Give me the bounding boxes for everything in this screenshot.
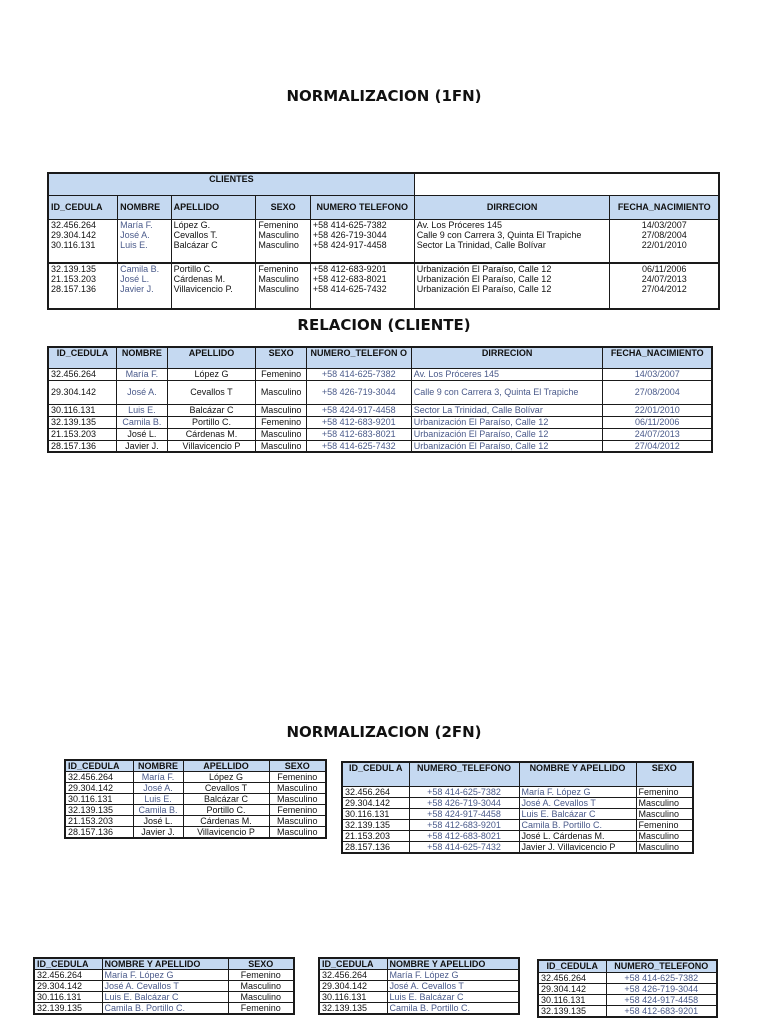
cell-group <box>310 263 414 309</box>
cell-group <box>414 263 610 309</box>
table-clientes-1fn <box>47 172 720 310</box>
cell: Luis E. Balcázar C <box>102 992 228 1003</box>
col-header: ID_CEDULA <box>65 760 133 772</box>
cell: +58 424-917-4458 <box>312 239 387 250</box>
cell-group <box>171 219 256 263</box>
table-row <box>34 992 294 1003</box>
cell: Cárdenas M. <box>167 428 256 440</box>
table-row <box>538 972 717 983</box>
col-header: NUMERO_TELEFONO <box>606 960 717 972</box>
cell: Javier J. <box>120 284 154 294</box>
cell: Sector La Trinidad, Calle Bolívar <box>416 239 546 250</box>
cell: Luis E. <box>120 239 148 250</box>
cell: 32.456.264 <box>48 368 117 380</box>
cell: 30.116.131 <box>48 404 117 416</box>
cell: Femenino <box>269 772 326 783</box>
cell: Masculino <box>256 428 306 440</box>
cell: +58 414-625-7432 <box>306 440 411 452</box>
cell: 30.116.131 <box>319 992 387 1003</box>
cell: Villavicencio P <box>183 827 269 839</box>
table-row <box>48 380 712 404</box>
table-header-row <box>342 762 693 786</box>
cell: Masculino <box>228 981 294 992</box>
cell: José A. <box>133 783 183 794</box>
col-header: NOMBRE Y APELLIDO <box>102 958 228 970</box>
cell: Urbanización El Paraíso, Calle 12 <box>411 428 603 440</box>
cell: 32.139.135 <box>342 819 409 830</box>
cell: 30.116.131 <box>51 239 96 250</box>
cell: 29.304.142 <box>51 229 97 240</box>
cell: +58 412-683-8021 <box>312 274 387 284</box>
cell: Masculino <box>258 284 299 294</box>
cell: 28.157.136 <box>48 440 117 452</box>
table-2fn-persona <box>64 759 327 839</box>
cell: Femenino <box>228 1003 294 1015</box>
cell: 28.157.136 <box>65 827 133 839</box>
cell: Masculino <box>269 783 326 794</box>
cell: Femenino <box>258 264 299 274</box>
cell: 32.139.135 <box>538 1005 606 1017</box>
cell: 32.139.135 <box>65 805 133 816</box>
cell: Camila B. <box>133 805 183 816</box>
cell: López G. <box>173 219 211 230</box>
cell: Femenino <box>258 219 299 230</box>
cell: López G <box>183 772 269 783</box>
heading-2fn: NORMALIZACION (2FN) <box>286 723 482 741</box>
cell: 21.153.203 <box>342 830 409 841</box>
table-header-row <box>48 347 712 368</box>
table-row <box>319 992 519 1003</box>
cell: Femenino <box>636 786 693 797</box>
cell: María F. <box>133 772 183 783</box>
cell: +58 414-625-7432 <box>409 841 519 853</box>
cell: Luis E. Balcázar C <box>387 992 519 1003</box>
col-header: APELLIDO <box>183 760 269 772</box>
cell: 24/07/2013 <box>603 428 712 440</box>
cell: +58 414-625-7382 <box>306 368 411 380</box>
cell: +58 414-625-7382 <box>409 786 519 797</box>
col-header: SEXO <box>256 347 306 368</box>
cell-group <box>256 219 310 263</box>
cell: Luis E. <box>133 794 183 805</box>
cell: +58 412-683-9201 <box>312 264 387 274</box>
table-row <box>48 368 712 380</box>
cell-group <box>48 263 118 309</box>
cell: 06/11/2006 <box>603 416 712 428</box>
table-row <box>342 797 693 808</box>
cell: Urbanización El Paraíso, Calle 12 <box>411 416 603 428</box>
cell: Masculino <box>269 794 326 805</box>
table-row <box>342 786 693 797</box>
col-header: APELLIDO <box>171 195 256 219</box>
table-header-row <box>538 960 717 972</box>
table-row <box>319 970 519 981</box>
cell: María F. López G <box>102 970 228 981</box>
cell: Cevallos T <box>183 783 269 794</box>
cell: José A. Cevallos T <box>387 981 519 992</box>
col-header: ID_CEDULA <box>538 960 606 972</box>
cell: 27/04/2012 <box>641 284 687 294</box>
table-row <box>319 1003 519 1015</box>
cell: 32.139.135 <box>34 1003 102 1015</box>
table-row <box>342 819 693 830</box>
cell: Camila B. <box>117 416 167 428</box>
cell: 14/03/2007 <box>603 368 712 380</box>
cell: Sector La Trinidad, Calle Bolívar <box>411 404 603 416</box>
table-row <box>65 794 326 805</box>
cell-group <box>610 219 719 263</box>
cell: +58 412-683-8021 <box>306 428 411 440</box>
col-header: FECHA_NACIMIENTO <box>603 347 712 368</box>
cell: 22/01/2010 <box>641 239 687 250</box>
col-header: SEXO <box>269 760 326 772</box>
cell: Javier J. <box>117 440 167 452</box>
clientes-group-title: CLIENTES <box>48 173 414 195</box>
table-nombre-apellido <box>318 957 520 1015</box>
table-row <box>65 772 326 783</box>
table-row <box>34 970 294 981</box>
cell: José L. <box>133 816 183 827</box>
cell-group <box>118 263 171 309</box>
table-header-row <box>48 195 719 219</box>
cell: 29.304.142 <box>65 783 133 794</box>
cell: 24/07/2013 <box>641 274 687 284</box>
cell: Masculino <box>636 797 693 808</box>
table-header-row <box>34 958 294 970</box>
table-relacion-cliente <box>47 346 713 453</box>
cell: Cevallos T. <box>173 229 218 240</box>
col-header: SEXO <box>228 958 294 970</box>
cell: +58 426-719-3044 <box>409 797 519 808</box>
cell: María F. <box>117 368 167 380</box>
cell: Luis E. <box>117 404 167 416</box>
cell: 32.139.135 <box>51 264 97 274</box>
cell-group <box>310 219 414 263</box>
col-header: DIRRECION <box>411 347 603 368</box>
cell: 27/08/2004 <box>641 229 687 240</box>
table-row <box>65 783 326 794</box>
cell: 28.157.136 <box>51 284 97 294</box>
cell: María F. López G <box>519 786 636 797</box>
cell: Portillo C. <box>173 264 213 274</box>
cell-group <box>171 263 256 309</box>
cell: Balcázar C <box>183 794 269 805</box>
cell: 32.456.264 <box>34 970 102 981</box>
cell: Luis E. Balcázar C <box>519 808 636 819</box>
cell: +58 426-719-3044 <box>306 380 411 404</box>
table-row <box>538 983 717 994</box>
cell: José A. <box>120 229 150 240</box>
cell: Urbanización El Paraíso, Calle 12 <box>416 264 552 274</box>
cell: Calle 9 con Carrera 3, Quinta El Trapiche <box>416 229 582 240</box>
cell: José L. <box>120 274 150 284</box>
cell: +58 424-917-4458 <box>409 808 519 819</box>
cell: Camila B. Portillo C. <box>102 1003 228 1015</box>
col-header: DIRRECION <box>414 195 610 219</box>
table-2fn-telefono <box>341 761 694 854</box>
cell: 32.456.264 <box>65 772 133 783</box>
cell: +58 414-625-7432 <box>312 284 387 294</box>
cell: +58 412-683-9201 <box>606 1005 717 1017</box>
cell: Urbanización El Paraíso, Calle 12 <box>416 274 552 284</box>
cell-group <box>610 263 719 309</box>
table-row <box>48 404 712 416</box>
cell: Javier J. Villavicencio P <box>519 841 636 853</box>
cell: Masculino <box>258 229 299 240</box>
cell-group <box>414 219 610 263</box>
cell: 29.304.142 <box>34 981 102 992</box>
cell: 27/04/2012 <box>603 440 712 452</box>
cell: 27/08/2004 <box>603 380 712 404</box>
cell: Balcázar C <box>173 239 218 250</box>
cell: José A. <box>117 380 167 404</box>
cell: +58 414-625-7382 <box>312 219 387 230</box>
cell: +58 414-625-7382 <box>606 972 717 983</box>
table-row <box>65 805 326 816</box>
cell: Masculino <box>256 380 306 404</box>
col-header: NOMBRE <box>133 760 183 772</box>
cell: Femenino <box>228 970 294 981</box>
table-row <box>48 428 712 440</box>
cell: +58 424-917-4458 <box>306 404 411 416</box>
cell: Villavicencio P <box>167 440 256 452</box>
cell-group <box>256 263 310 309</box>
cell: José A. Cevallos T <box>102 981 228 992</box>
table-row <box>538 994 717 1005</box>
col-header: SEXO <box>256 195 310 219</box>
cell-group <box>48 219 118 263</box>
cell: Femenino <box>269 805 326 816</box>
col-header: ID_CEDULA <box>34 958 102 970</box>
cell: Camila B. <box>120 264 160 274</box>
cell: 06/11/2006 <box>642 264 687 274</box>
cell: 29.304.142 <box>48 380 117 404</box>
cell: Javier J. <box>133 827 183 839</box>
cell: Camila B. Portillo C. <box>519 819 636 830</box>
cell: María F. <box>120 219 153 230</box>
col-header: NOMBRE <box>118 195 171 219</box>
cell: 22/01/2010 <box>603 404 712 416</box>
col-header: SEXO <box>636 762 693 786</box>
table-row <box>538 1005 717 1017</box>
cell: José L. Cárdenas M. <box>519 830 636 841</box>
cell: Masculino <box>269 827 326 839</box>
cell: 28.157.136 <box>342 841 409 853</box>
table-row <box>48 416 712 428</box>
cell: López G <box>167 368 256 380</box>
col-header: NUMERO_TELEFON O <box>306 347 411 368</box>
table-row <box>65 816 326 827</box>
cell: Masculino <box>228 992 294 1003</box>
cell: 30.116.131 <box>342 808 409 819</box>
table-nombre-sexo <box>33 957 295 1015</box>
col-header: FECHA_NACIMIENTO <box>610 195 719 219</box>
cell: Av. Los Próceres 145 <box>411 368 603 380</box>
cell: 30.116.131 <box>538 994 606 1005</box>
cell: +58 426-719-3044 <box>606 983 717 994</box>
cell-group <box>118 219 171 263</box>
cell: 32.456.264 <box>538 972 606 983</box>
table-row <box>342 841 693 853</box>
cell: 21.153.203 <box>48 428 117 440</box>
col-header: ID_CEDULA <box>48 195 118 219</box>
col-header: NOMBRE Y APELLIDO <box>387 958 519 970</box>
cell: 21.153.203 <box>65 816 133 827</box>
cell: 29.304.142 <box>342 797 409 808</box>
col-header: ID_CEDULA <box>319 958 387 970</box>
cell: 32.139.135 <box>48 416 117 428</box>
cell: María F. López G <box>387 970 519 981</box>
table-row <box>319 981 519 992</box>
col-header: NOMBRE <box>117 347 167 368</box>
col-header: NUMERO TELEFONO <box>310 195 414 219</box>
cell: Masculino <box>636 830 693 841</box>
cell: Portillo C. <box>183 805 269 816</box>
cell: Cevallos T <box>167 380 256 404</box>
cell: 32.139.135 <box>319 1003 387 1015</box>
cell: 32.456.264 <box>342 786 409 797</box>
table-header-row <box>319 958 519 970</box>
cell: Cárdenas M. <box>173 274 226 284</box>
table-telefono <box>537 959 718 1018</box>
cell: Balcázar C <box>167 404 256 416</box>
cell: Masculino <box>256 404 306 416</box>
table-row <box>342 808 693 819</box>
cell: Masculino <box>636 808 693 819</box>
table-row-group <box>48 263 719 309</box>
table-row <box>34 1003 294 1015</box>
col-header: NUMERO_TELEFONO <box>409 762 519 786</box>
cell: 32.456.264 <box>319 970 387 981</box>
table-row <box>34 981 294 992</box>
cell: Masculino <box>256 440 306 452</box>
cell: 32.456.264 <box>51 219 97 230</box>
cell: 30.116.131 <box>65 794 133 805</box>
col-header: ID_CEDULA <box>48 347 117 368</box>
cell: Urbanización El Paraíso, Calle 12 <box>416 284 552 294</box>
table-row <box>48 440 712 452</box>
table-row-group <box>48 219 719 263</box>
table-row <box>342 830 693 841</box>
cell: 29.304.142 <box>538 983 606 994</box>
cell: +58 426-719-3044 <box>312 229 387 240</box>
cell: Masculino <box>269 816 326 827</box>
col-header: APELLIDO <box>167 347 256 368</box>
cell: 14/03/2007 <box>641 219 687 230</box>
cell: Masculino <box>636 841 693 853</box>
cell: Camila B. Portillo C. <box>387 1003 519 1015</box>
cell: Av. Los Próceres 145 <box>416 219 502 230</box>
cell: Masculino <box>258 274 299 284</box>
cell: +58 412-683-8021 <box>409 830 519 841</box>
heading-relacion-cliente: RELACION (CLIENTE) <box>297 316 471 334</box>
table-row <box>65 827 326 839</box>
cell: Masculino <box>258 239 299 250</box>
cell: +58 412-683-9201 <box>409 819 519 830</box>
cell: 30.116.131 <box>34 992 102 1003</box>
cell: 29.304.142 <box>319 981 387 992</box>
cell: Femenino <box>256 368 306 380</box>
cell: Villavicencio P. <box>173 284 233 294</box>
cell: Portillo C. <box>167 416 256 428</box>
cell: Calle 9 con Carrera 3, Quinta El Trapiche <box>411 380 603 404</box>
cell: Femenino <box>636 819 693 830</box>
col-header: ID_CEDUL A <box>342 762 409 786</box>
cell: José A. Cevallos T <box>519 797 636 808</box>
cell: 21.153.203 <box>51 274 97 284</box>
cell: José L. <box>117 428 167 440</box>
heading-1fn: NORMALIZACION (1FN) <box>286 87 482 105</box>
table-header-row <box>65 760 326 772</box>
cell: +58 412-683-9201 <box>306 416 411 428</box>
cell: Femenino <box>256 416 306 428</box>
col-header: NOMBRE Y APELLIDO <box>519 762 636 786</box>
cell: Urbanización El Paraíso, Calle 12 <box>411 440 603 452</box>
cell: Cárdenas M. <box>183 816 269 827</box>
cell: +58 424-917-4458 <box>606 994 717 1005</box>
